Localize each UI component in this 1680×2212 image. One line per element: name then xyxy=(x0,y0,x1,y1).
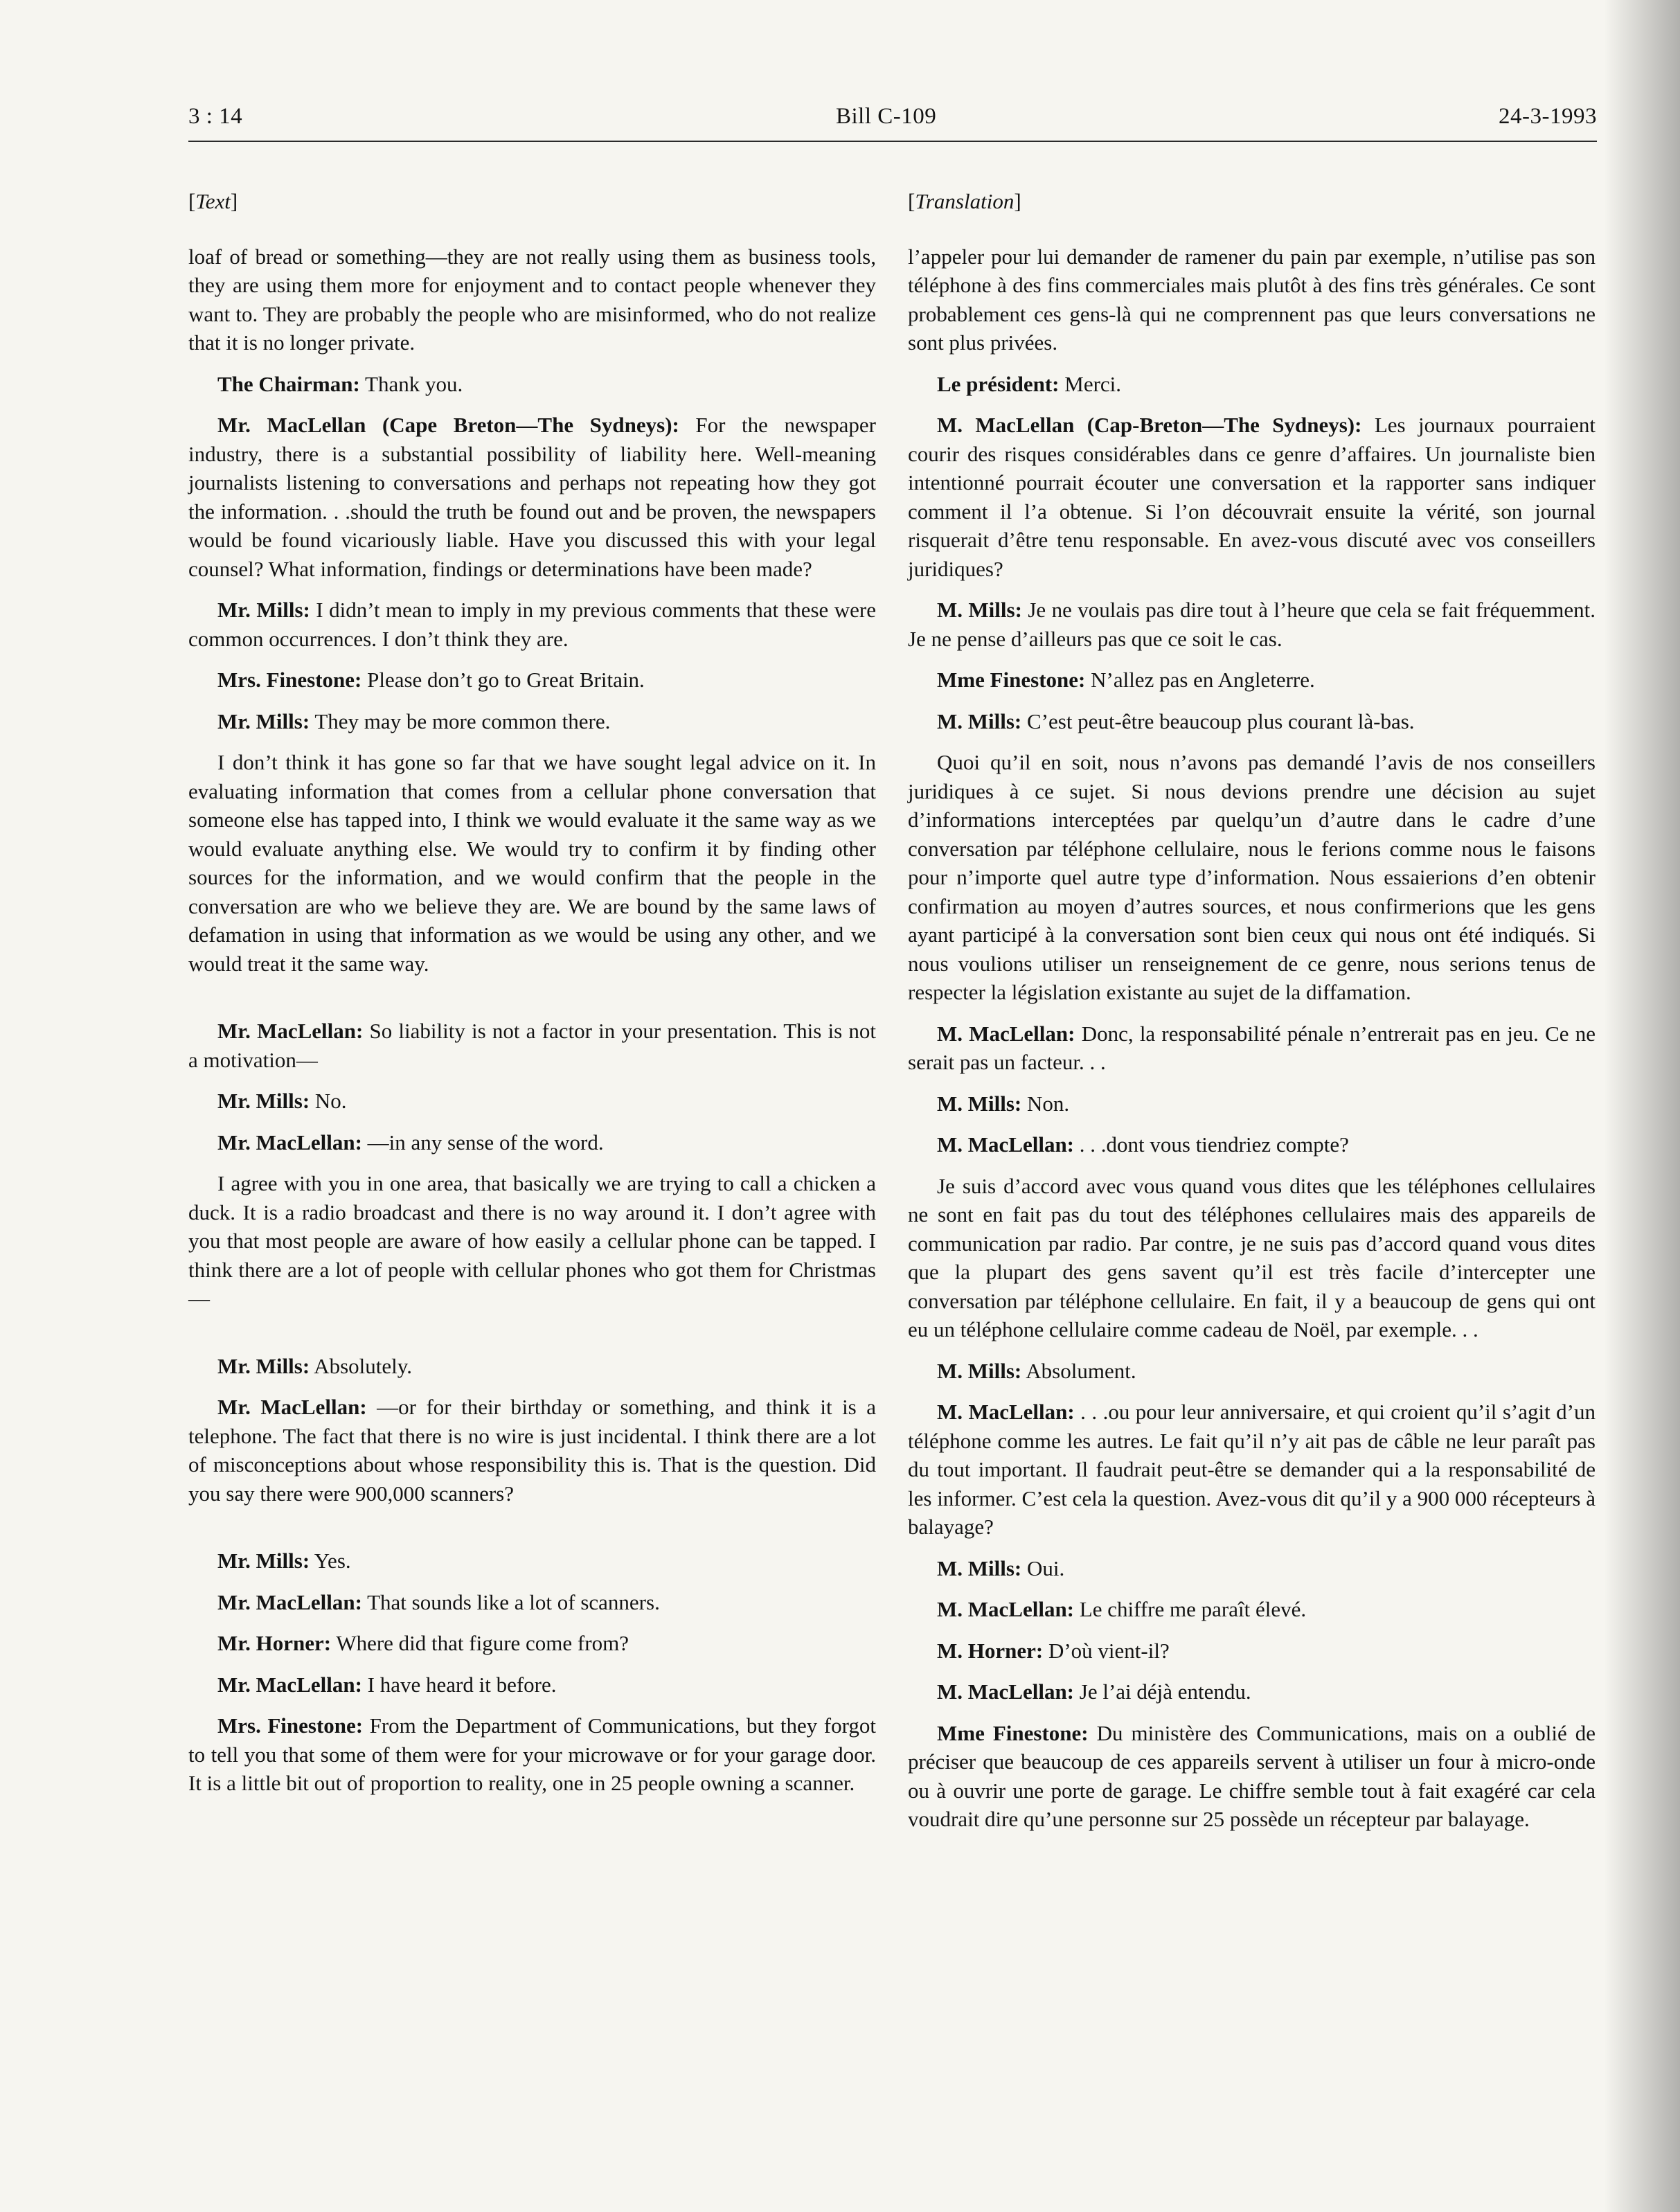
paragraph-text: Du ministère des Communications, mais on a oublié de préciser que beaucoup de ces appareils servent à utiliser un four à micro-onde ou à ouvrir une porte de garage. Le chiffre semble tout à fait exagéré car cela voudrait dire qu’une personne sur 25 possède un récepteur par balayage. xyxy=(908,1720,1596,1831)
right-paragraph xyxy=(908,242,1596,357)
speaker-name: M. MacLellan (Cap-Breton—The Sydneys): xyxy=(937,413,1362,437)
right-paragraph xyxy=(908,370,1596,399)
left-paragraph xyxy=(188,1352,876,1381)
speaker-name: M. Mills: xyxy=(937,1555,1022,1580)
left-paragraph xyxy=(188,596,876,653)
paragraph-text: Je l’ai déjà entendu. xyxy=(1074,1679,1251,1704)
page-edge-shadow xyxy=(1604,0,1680,2212)
text-label: [Text] xyxy=(188,189,238,213)
speaker-name: M. MacLellan: xyxy=(937,1132,1075,1157)
paragraph-text: Je suis d’accord avec vous quand vous dites que les téléphones cellulaires ne sont en fait pas du tout des téléphones cellulaires mais des appareils de communication par radio. Par contre, je ne suis pas d’accord quand vous dites que la plupart des gens savent qu’il est très facile d’intercepter une conversation par téléphone cellulaire. En fait, il y a beaucoup de gens qui ont eu un téléphone cellulaire comme cadeau de Noël, par exemple. . . xyxy=(908,1173,1596,1341)
paragraph-text: . . .ou pour leur anniversaire, et qui croient qu’il s’agit d’un téléphone comme les autres. Le fait qu’il n’y ait pas de câble ne leur paraît pas du tout important. Il faudrait peut-être se demander qui a la responsabilité de les informer. C’est cela la question. Avez-vous dit qu’il y a 900 000 récepteurs à balayage? xyxy=(908,1400,1596,1539)
speaker-name: Mr. Mills: xyxy=(217,708,310,733)
paragraph-text: —in any sense of the word. xyxy=(361,1130,604,1154)
speaker-name: Le président: xyxy=(937,371,1060,396)
page-header xyxy=(188,104,1597,143)
left-paragraph xyxy=(188,666,876,695)
speaker-name: Mr. MacLellan: xyxy=(217,1019,364,1043)
paragraph-text: From the Department of Communications, but they forgot to tell you that some of them were for your microwave or for your garage door. It is a little bit out of proportion to reality, one in 25 people owning a scanner. xyxy=(188,1713,876,1795)
paragraph-text: Le chiffre me paraît élevé. xyxy=(1074,1597,1307,1621)
speaker-name: Mme Finestone: xyxy=(937,1720,1089,1745)
paragraph-text: That sounds like a lot of scanners. xyxy=(361,1589,660,1614)
right-paragraph xyxy=(908,666,1596,695)
paragraph-text: D’où vient-il? xyxy=(1043,1638,1170,1663)
right-paragraph xyxy=(908,1172,1596,1344)
right-paragraph xyxy=(908,748,1596,1007)
paragraph-text: Quoi qu’il en soit, nous n’avons pas demandé l’avis de nos conseillers juridiques à ce sujet. Si nous devions prendre une décision au sujet d’informations interceptées par quelqu’un d’autre dans le cadre d’une conversation par téléphone cellulaire, nous le ferions comme nous le faisons pour n’importe quel autre type d’information. Nous essaierions d’en obtenir confirmation au moyen d’autres sources, et nous confirmerions que les gens ayant participé à la conversation sont bien ceux qui nous ont été indiqués. Si nous voulions utiliser un renseignement de ce genre, nous serions tenus de respecter la législation existante au sujet de la diffamation. xyxy=(908,750,1596,1004)
english-column xyxy=(188,187,876,1810)
speaker-name: Mr. Mills: xyxy=(217,1089,310,1113)
right-paragraph xyxy=(908,1636,1596,1666)
speaker-name: Mrs. Finestone: xyxy=(217,668,362,692)
speaker-name: M. MacLellan: xyxy=(937,1021,1075,1046)
speaker-name: Mr. Mills: xyxy=(217,598,310,622)
right-paragraph xyxy=(908,1357,1596,1386)
paragraph-text: Je ne voulais pas dire tout à l’heure que cela se fait fréquemment. Je ne pense d’ailleurs pas que ce soit le cas. xyxy=(908,598,1596,651)
right-paragraph xyxy=(908,1595,1596,1624)
speaker-name: M. Horner: xyxy=(937,1638,1044,1663)
speaker-name: Mr. MacLellan: xyxy=(217,1672,362,1697)
speaker-name: Mme Finestone: xyxy=(937,668,1086,692)
speaker-name: Mr. MacLellan: xyxy=(217,1589,362,1614)
paragraph-text: Absolument. xyxy=(1021,1358,1136,1383)
speaker-name: M. MacLellan: xyxy=(937,1679,1075,1704)
left-paragraph xyxy=(188,1169,876,1313)
left-paragraph xyxy=(188,1711,876,1798)
right-paragraph xyxy=(908,707,1596,736)
paragraph-text: C’est peut-être beaucoup plus courant là-bas. xyxy=(1021,708,1415,733)
speaker-name: Mr. Mills: xyxy=(217,1549,310,1573)
speaker-name: M. Mills: xyxy=(937,598,1022,622)
paragraph-text: Donc, la responsabilité pénale n’entrerait pas en jeu. Ce ne serait pas un facteur. . . xyxy=(908,1021,1596,1074)
paragraph-text: I didn’t mean to imply in my previous comments that these were common occurrences. I don’t think they are. xyxy=(188,598,876,651)
speaker-name: The Chairman: xyxy=(217,371,360,396)
paragraph-text: Please don’t go to Great Britain. xyxy=(361,668,645,692)
speaker-name: M. Mills: xyxy=(937,1358,1022,1383)
translation-label: [Translation] xyxy=(908,189,1021,213)
speaker-name: M. Mills: xyxy=(937,708,1022,733)
right-paragraph xyxy=(908,1019,1596,1077)
speaker-name: Mr. MacLellan: xyxy=(217,1395,367,1419)
left-paragraph xyxy=(188,1087,876,1116)
right-paragraph xyxy=(908,1677,1596,1706)
right-paragraph xyxy=(908,1554,1596,1583)
speaker-name: Mr. MacLellan (Cape Breton—The Sydneys): xyxy=(217,413,679,437)
paragraph-text: For the newspaper industry, there is a substantial possibility of liability here. Well-meaning journalists listening to conversations and perhaps not repeating how they got the information. . .should the truth be found out and be proven, the newspapers would be found vicariously liable. Have you discussed this with your legal counsel? What information, findings or determinations have been made? xyxy=(188,413,876,581)
paragraph-text: Non. xyxy=(1021,1091,1070,1116)
right-paragraph xyxy=(908,411,1596,583)
paragraph-text: N’allez pas en Angleterre. xyxy=(1085,668,1315,692)
paragraph-text: Les journaux pourraient courir des risques considérables dans ce genre d’affaires. Un journaliste bien intentionné pourrait écouter une conversation et la rapporter sans indiquer comment il l’a obtenue. Si l’on découvrait ensuite la vérité, son journal risquerait d’être tenu responsable. En avez-vous discuté avec vos conseillers juridiques? xyxy=(908,413,1596,581)
french-column xyxy=(908,187,1596,1846)
paragraph-text: I agree with you in one area, that basically we are trying to call a chicken a duck. It is a radio broadcast and there is no way around it. I don’t agree with you that most people are aware of how easily a cellular phone can be tapped. I think there are a lot of people with cellular phones who got them for Christmas— xyxy=(188,1171,876,1310)
left-paragraph xyxy=(188,411,876,583)
speaker-name: M. Mills: xyxy=(937,1091,1022,1116)
speaker-name: Mr. Horner: xyxy=(217,1631,332,1655)
speaker-name: Mr. MacLellan: xyxy=(217,1130,362,1154)
paragraph-text: Absolutely. xyxy=(310,1353,412,1378)
speaker-name: Mr. Mills: xyxy=(217,1353,310,1378)
bill-title: Bill C-109 xyxy=(836,104,937,129)
left-paragraph xyxy=(188,1629,876,1658)
right-paragraph xyxy=(908,1719,1596,1834)
left-paragraph xyxy=(188,1128,876,1157)
paragraph-text: I don’t think it has gone so far that we have sought legal advice on it. In evaluating information that comes from a cellular phone conversation that someone else has tapped into, I think we would evaluate it the same way as we would evaluate anything else. We would try to confirm it by finding other sources for the information, and we would confirm that the people in the conversation are who we believe they are. We are bound by the same laws of defamation in using that information as we would be using any other, and we would treat it the same way. xyxy=(188,750,876,976)
left-paragraph xyxy=(188,748,876,978)
paragraph-text: Yes. xyxy=(310,1549,351,1573)
right-paragraph xyxy=(908,1130,1596,1159)
paragraph-text: . . .dont vous tiendriez compte? xyxy=(1074,1132,1349,1157)
left-paragraph xyxy=(188,370,876,399)
paragraph-text: Oui. xyxy=(1021,1555,1065,1580)
page-date: 24-3-1993 xyxy=(1499,104,1597,129)
left-paragraph xyxy=(188,1670,876,1700)
paragraph-text: Merci. xyxy=(1059,371,1122,396)
page-number: 3 : 14 xyxy=(188,104,243,129)
right-paragraph xyxy=(908,1089,1596,1118)
left-paragraph xyxy=(188,1393,876,1508)
paragraph-text: No. xyxy=(310,1089,347,1113)
left-paragraph xyxy=(188,1588,876,1617)
right-paragraph xyxy=(908,1398,1596,1542)
paragraph-text: They may be more common there. xyxy=(310,708,611,733)
paragraph-text: So liability is not a factor in your presentation. This is not a motivation— xyxy=(188,1019,876,1072)
header-rule xyxy=(188,141,1597,142)
paragraph-text: l’appeler pour lui demander de ramener du pain par exemple, n’utilise pas son téléphone à des fins commerciales mais plutôt à des fins très générales. Ce sont probablement ces gens-là qui ne comprennent pas que leurs conversations ne sont plus privées. xyxy=(908,244,1596,355)
paragraph-text: —or for their birthday or something, and think it is a telephone. The fact that there is no wire is just incidental. I think there are a lot of misconceptions about whose responsibility this is. That is the question. Did you say there were 900,000 scanners? xyxy=(188,1395,876,1506)
paragraph-text: loaf of bread or something—they are not really using them as business tools, they are using them more for enjoyment and to contact people whenever they want to. They are probably the people who are misinformed, who do not realize that it is no longer private. xyxy=(188,244,876,355)
left-paragraph xyxy=(188,707,876,736)
speaker-name: M. MacLellan: xyxy=(937,1597,1075,1621)
paragraph-text: Thank you. xyxy=(359,371,463,396)
right-paragraph xyxy=(908,596,1596,653)
left-paragraph xyxy=(188,1546,876,1576)
paragraph-text: I have heard it before. xyxy=(361,1672,557,1697)
speaker-name: Mrs. Finestone: xyxy=(217,1713,364,1738)
left-paragraph xyxy=(188,1017,876,1074)
paragraph-text: Where did that figure come from? xyxy=(331,1631,629,1655)
left-paragraph xyxy=(188,242,876,357)
speaker-name: M. MacLellan: xyxy=(937,1400,1075,1424)
